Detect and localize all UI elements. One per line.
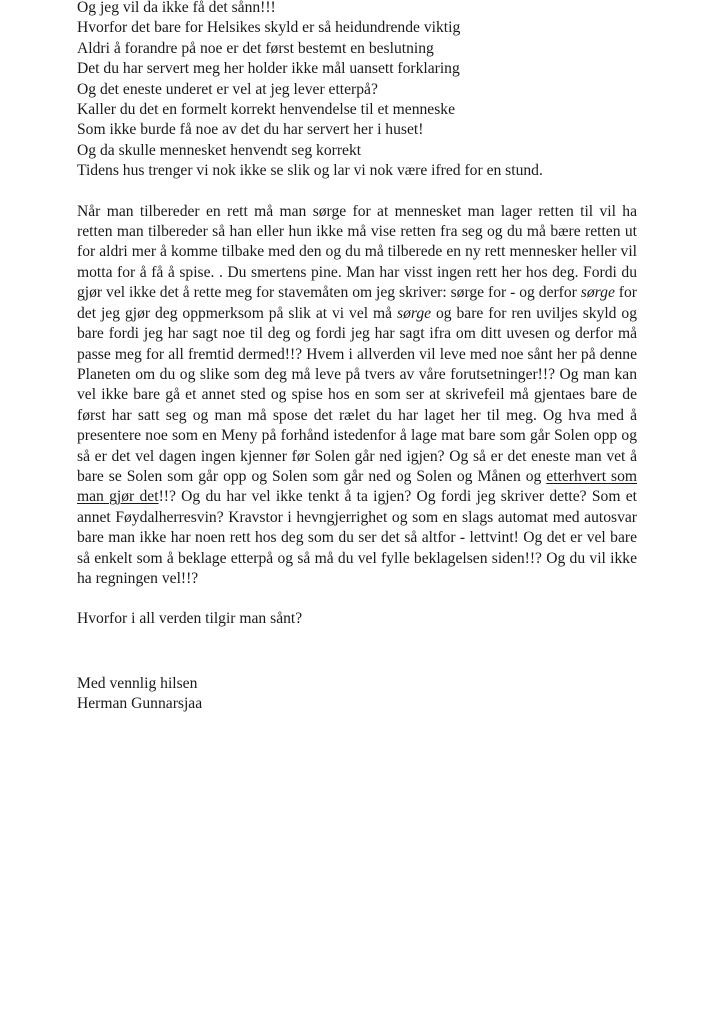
document-page <box>77 0 637 715</box>
emphasis-run: sørge <box>580 284 615 302</box>
signature: Herman Gunnarsjaa <box>77 695 203 713</box>
poem-line: Og jeg vil da ikke få det sånn!!! <box>77 0 276 16</box>
poem-line: Og det eneste underet er vel at jeg lever etterpå? <box>77 80 378 98</box>
closing-block <box>77 674 637 715</box>
poem-line: Og da skulle mennesket henvendt seg korrekt <box>77 141 362 159</box>
poem-line: Som ikke burde få noe av det du har servert her i huset! <box>77 121 424 139</box>
question-paragraph: Hvorfor i all verden tilgir man sånt? <box>77 610 303 628</box>
body-paragraph <box>77 202 637 590</box>
poem-line: Det du har servert meg her holder ikke mål uansett forklaring <box>77 60 460 78</box>
emphasis-run: sørge <box>397 304 432 322</box>
text-run: Når man tilbereder en rett må man sørge for at mennesket man lager retten til vil ha retten man tilbereder så han eller hun ikke må vise retten fra seg og du må bære retten ut for aldri mer å komme tilbake med den og du må tilberede en ny rett mennesker heller vil motta for å få å spise. . Du smertens pine. Man har visst ingen rett her hos deg. Fordi du gjør vel ikke det å rette meg for stavemåten om jeg skriver: sørge for - og derfor <box>77 202 637 302</box>
text-run: !!? Og du har vel ikke tenkt å ta igjen? Og fordi jeg skriver dette? Som et annet Føydalherresvin? Kravstor i hevngjerrighet og som en slags automat med autosvar bare man ikke har noen rett hos deg som du ser det så altfor - lettvint! Og det er vel bare så enkelt som å beklage etterpå og så må du vel fylle beklagelsen siden!!? Og du vil ikke ha regningen vel!!? <box>77 488 637 587</box>
poem-block <box>77 0 637 182</box>
poem-line: Tidens hus trenger vi nok ikke se slik og lar vi nok være ifred for en stund. <box>77 162 543 180</box>
poem-line: Kaller du det en formelt korrekt henvendelse til et menneske <box>77 101 456 119</box>
underlined-run: etterhvert som man gjør det <box>77 467 638 506</box>
salutation: Med vennlig hilsen <box>77 674 198 692</box>
text-run: for det jeg gjør deg oppmerksom på slik at vi vel må <box>77 284 637 322</box>
poem-line: Aldri å forandre på noe er det først bestemt en beslutning <box>77 39 434 57</box>
text-run: og bare for ren uviljes skyld og bare fordi jeg har sagt noe til deg og fordi jeg har sagt ifra om ditt uvesen og derfor må passe meg for all fremtid dermed!!? Hvem i allverden vil leve med noe sånt her på denne Planeten om du og slike som deg må leve på tvers av våre forutsetninger!!? Og man kan vel ikke bare gå et annet sted og spise hos en som ser at skrivefeil må gjentaes bare de først har satt seg og man må spose det rælet du har laget her til meg. Og hva med å presentere noe som en Meny på forhånd istedenfor å lage mat bare som går Solen opp og så er det vel dagen ingen kjenner før Solen går ned igjen? Og så er det eneste man vet å bare se Solen som går opp og Solen som går ned og Solen og Månen og <box>77 304 637 485</box>
poem-line: Hvorfor det bare for Helsikes skyld er så heidundrende viktig <box>77 19 461 37</box>
